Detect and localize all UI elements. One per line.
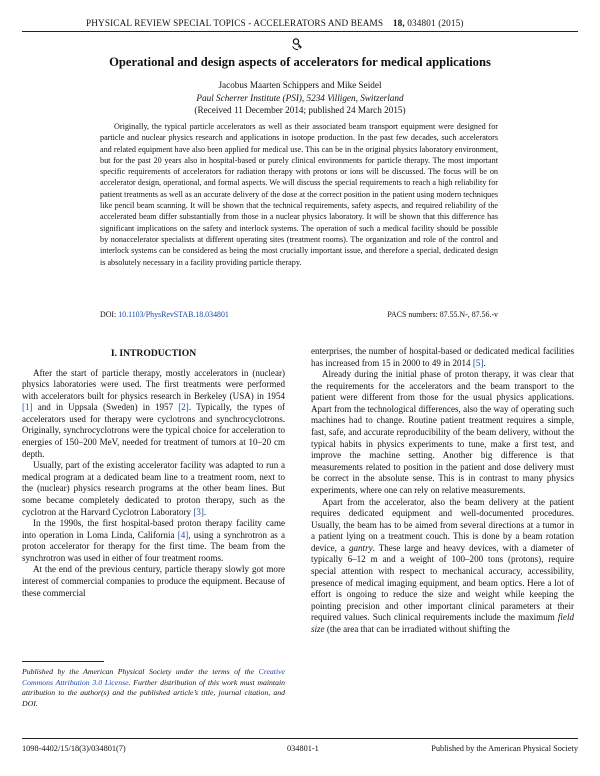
citation-link[interactable]: [1] xyxy=(22,402,33,413)
authors: Jacobus Maarten Schippers and Mike Seidel xyxy=(218,80,382,90)
text-run: . xyxy=(203,506,207,517)
license-link[interactable]: Creative Commons Attribution 3.0 License xyxy=(22,667,285,687)
emphasis-gantry: gantry xyxy=(348,542,373,553)
doi-pacs-line xyxy=(100,310,498,319)
citation-link[interactable]: [2] xyxy=(178,402,189,413)
right-column xyxy=(311,346,574,635)
page-number: 034801-1 xyxy=(287,744,319,753)
text-run: . Further distribution of this work must maintain attribution to the author(s) and the published article’s title, journal citation, and DOI. xyxy=(22,677,285,708)
text-run: . These large and heavy devices, with a diameter of typically 6–12 m and a weight of 100–200 tons (protons), require special attention with respect to mechanical accuracy, accessibility, presence of medical imaging equipment, and beam optics. Here a lot of effort is ongoing to reduce the size and weight while keeping the pointing precision and other important clinical parameters at their required values. Such clinical requirements include the maximum xyxy=(311,542,574,623)
publisher-line: Published by the American Physical Society xyxy=(431,744,578,753)
text-run: enterprises, the number of hospital-based or dedicated medical facilities has increased from 15 in 2000 to 49 in 2014 xyxy=(311,346,574,368)
abstract: Originally, the typical particle accelerators as well as their associated beam transport equipment were designed for particle and nuclear physics research and applications in isotope production. In the past few decades, such accelerators and related equipment have also been applied for medical use. This can be in the original physics laboratory environment, but for the past 20 years also in hospital-based or purely clinical environments for particle therapy. The most important specific requirements of accelerators for radiation therapy with protons or ions will be discussed. The focus will be on accelerator design, operational, and formal aspects. We will discuss the special requirements to reach a high reliability for patient treatments as well as an accurate delivery of the dose at the correct position in the patient using modern techniques like pencil beam scanning. It will be shown that the technical requirements, safety aspects, and required reliability of the accelerated beam differ substantially from those in a nuclear physics laboratory. It will be shown that this difference has significant implications on the safety and interlock systems. The operation of such a medical facility should be possible by nonaccelerator specialists at different operating sites (treatment rooms). The organization and role of the control and interlock systems can be considered as being the most crucially important issue, and therefore a special, dedicated design is absolutely necessary in a facility providing particle therapy. xyxy=(100,122,498,267)
volume-number: 18, xyxy=(392,18,405,28)
license-footnote xyxy=(22,667,285,709)
footnote-rule xyxy=(22,661,104,662)
left-column xyxy=(22,348,285,599)
text-run: . xyxy=(483,357,486,368)
section-heading-introduction: I. INTRODUCTION xyxy=(110,348,197,359)
pacs-numbers: PACS numbers: 87.55.N-, 87.56.-v xyxy=(387,310,498,319)
paragraph xyxy=(311,497,574,636)
text-run: Apart from the accelerator, also the beam delivery at the patient requires dedicated equipment and well-documented procedures. Usually, the beam has to be aimed from several directions at a tumor in a patient lying on a treatment couch. This is done by a beam rotation device, a xyxy=(311,496,574,553)
paragraph xyxy=(22,518,285,564)
citation-link[interactable]: [4] xyxy=(177,529,189,540)
text-run: Usually, part of the existing accelerator facility was adapted to run a medical program at a dedicated beam line to a treatment room, next to the (nuclear) physics research programs at the other beam lines. But some became completely dedicated to proton therapy, such as the cyclotron at the Harvard Cyclotron Laboratory xyxy=(22,460,285,517)
footer-rule xyxy=(22,738,578,739)
citation-link[interactable]: [3] xyxy=(193,506,204,517)
text-run: In the 1990s, the first hospital-based proton therapy facility came into operation in Loma Linda, California xyxy=(22,518,285,540)
text-run: Published by the American Physical Society under the terms of the xyxy=(22,667,259,676)
text-run: (the area that can be irradiated without shifting the xyxy=(324,623,510,634)
affiliation: Paul Scherrer Institute (PSI), 5234 Villigen, Switzerland xyxy=(196,93,404,103)
paragraph xyxy=(22,460,285,518)
paragraph: At the end of the previous century, particle therapy slowly got more interest of commercial companies to produce the equipment. Because of these commercial xyxy=(22,564,285,598)
journal-name: PHYSICAL REVIEW SPECIAL TOPICS - ACCELERATORS AND BEAMS xyxy=(86,18,384,28)
paragraph: Already during the initial phase of proton therapy, it was clear that the requirements for the accelerators and the beam transport to the patient were different from those for the usual physics applications. Apart from the technological differences, also the way of operating such machines had to change. Routine patient treatment requires a simple, fast, safe, and accurate reproducibility of the beam delivery, without the typical habits in physics experiments to tune, make a first test, and improve the machine setting. Another big difference is that measurements related to position in the patient and dose delivery must be correct in the absolute sense. This is in contrast to many physics experiments, where one can rely on relative measurements. xyxy=(311,369,574,495)
article-reference: 034801 (2015) xyxy=(407,18,464,28)
article-title: Operational and design aspects of accelerators for medical applications xyxy=(109,55,491,69)
received-dates: (Received 11 December 2014; published 24 March 2015) xyxy=(194,105,406,115)
paragraph xyxy=(311,346,574,369)
running-head xyxy=(86,18,516,28)
citation-link[interactable]: [5] xyxy=(472,357,484,368)
doi-link[interactable]: 10.1103/PhysRevSTAB.18.034801 xyxy=(118,310,229,319)
text-run: and in Uppsala (Sweden) in 1957 xyxy=(32,402,179,413)
aps-open-access-icon xyxy=(291,37,305,51)
text-run: After the start of particle therapy, mostly accelerators in (nuclear) physics laboratories were used. The first treatments were performed with accelerators built for physics research in Berkeley (USA) in 1954 xyxy=(22,367,285,401)
paragraph xyxy=(22,368,285,461)
doi-label: DOI: xyxy=(100,310,117,319)
text-run: , using a synchrotron as a proton accelerator for therapy for the first time. The beam from the synchrotron was used in either of four treatment rooms. xyxy=(22,529,285,563)
emphasis-field-size: field size xyxy=(311,612,574,634)
issn-code: 1098-4402/15/18(3)/034801(7) xyxy=(22,744,126,753)
text-run: . Typically, the types of accelerators used for therapy were cyclotrons and synchrocyclotrons. Originally, synchrocyclotrons were the typical choice for acceleration to energies of 150–200 MeV, needed for treatment of tumors at 10–20 cm depth. xyxy=(22,402,285,459)
header-rule xyxy=(22,31,578,32)
